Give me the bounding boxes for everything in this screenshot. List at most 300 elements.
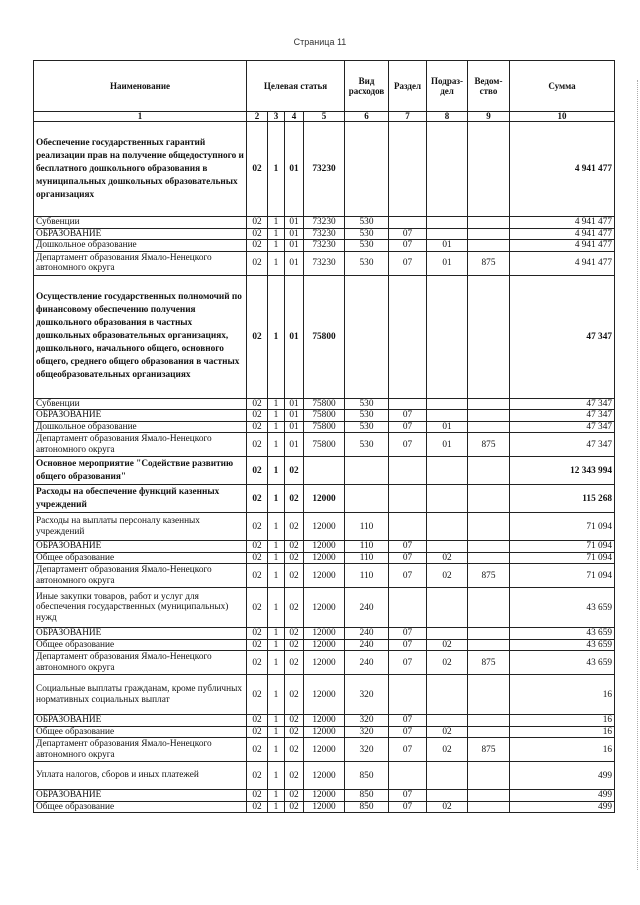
row-name: Иные закупки товаров, работ и услуг для обеспечения государственных (муниципальных) нужд — [34, 588, 247, 628]
table-row — [34, 513, 615, 541]
cell-subsection: 02 — [427, 726, 468, 738]
row-name: Дошкольное образование — [34, 240, 247, 252]
cell-section: 07 — [389, 228, 427, 240]
cell-target-direction: 12000 — [304, 513, 345, 541]
cell-expense-kind: 850 — [345, 801, 389, 813]
cell-target-event: 02 — [285, 801, 304, 813]
cell-department — [468, 552, 510, 564]
cell-target-direction — [304, 457, 345, 485]
cell-section: 07 — [389, 726, 427, 738]
cell-target-program: 02 — [247, 457, 268, 485]
cell-section — [389, 675, 427, 715]
header-kind: Вид расходов — [345, 61, 389, 112]
cell-subsection — [427, 122, 468, 217]
cell-target-program: 02 — [247, 485, 268, 513]
cell-target-subprogram: 1 — [268, 485, 285, 513]
cell-target-program: 02 — [247, 410, 268, 422]
cell-target-event: 01 — [285, 398, 304, 410]
table-row — [34, 410, 615, 422]
cell-target-event: 02 — [285, 588, 304, 628]
cell-target-subprogram: 1 — [268, 275, 285, 398]
cell-target-program: 02 — [247, 790, 268, 802]
cell-target-event: 01 — [285, 275, 304, 398]
table-row — [34, 715, 615, 727]
cell-department — [468, 801, 510, 813]
cell-sum: 4 941 477 — [510, 122, 615, 217]
cell-expense-kind: 110 — [345, 564, 389, 588]
cell-sum: 499 — [510, 790, 615, 802]
cell-subsection: 02 — [427, 639, 468, 651]
col-number: 7 — [389, 112, 427, 122]
row-name: ОБРАЗОВАНИЕ — [34, 541, 247, 553]
cell-sum: 4 941 477 — [510, 228, 615, 240]
cell-section: 07 — [389, 251, 427, 275]
cell-department — [468, 675, 510, 715]
col-number: 3 — [268, 112, 285, 122]
cell-department — [468, 410, 510, 422]
row-name: Общее образование — [34, 552, 247, 564]
column-number-row — [34, 112, 615, 122]
cell-sum: 16 — [510, 738, 615, 762]
cell-section: 07 — [389, 433, 427, 457]
cell-subsection: 02 — [427, 801, 468, 813]
cell-sum: 16 — [510, 715, 615, 727]
col-number: 1 — [34, 112, 247, 122]
cell-department — [468, 217, 510, 229]
cell-target-subprogram: 1 — [268, 801, 285, 813]
header-row — [34, 61, 615, 112]
cell-target-subprogram: 1 — [268, 726, 285, 738]
cell-target-program: 02 — [247, 228, 268, 240]
cell-target-program: 02 — [247, 513, 268, 541]
cell-sum: 43 659 — [510, 651, 615, 675]
col-number: 2 — [247, 112, 268, 122]
cell-sum: 47 347 — [510, 410, 615, 422]
table-row — [34, 801, 615, 813]
cell-subsection: 01 — [427, 251, 468, 275]
cell-section: 07 — [389, 552, 427, 564]
cell-expense-kind — [345, 122, 389, 217]
table-row — [34, 457, 615, 485]
cell-subsection — [427, 762, 468, 790]
table-row — [34, 651, 615, 675]
cell-department: 875 — [468, 738, 510, 762]
cell-section: 07 — [389, 410, 427, 422]
cell-target-direction: 73230 — [304, 240, 345, 252]
cell-target-event: 01 — [285, 122, 304, 217]
cell-sum: 16 — [510, 726, 615, 738]
cell-subsection — [427, 410, 468, 422]
cell-target-event: 01 — [285, 421, 304, 433]
cell-target-subprogram: 1 — [268, 552, 285, 564]
cell-department — [468, 762, 510, 790]
cell-target-program: 02 — [247, 433, 268, 457]
row-name: Осуществление государственных полномочий по финансовому обеспечению получения дошкольного образования в частных дошкольных образовательных организациях, дошкольного, начального общего, основного общего, среднего общего образования в частных общеобразовательных организациях — [34, 275, 247, 398]
row-name: ОБРАЗОВАНИЕ — [34, 228, 247, 240]
cell-target-event: 01 — [285, 217, 304, 229]
cell-target-event: 02 — [285, 564, 304, 588]
row-name: ОБРАЗОВАНИЕ — [34, 628, 247, 640]
cell-sum: 12 343 994 — [510, 457, 615, 485]
cell-target-program: 02 — [247, 398, 268, 410]
cell-section — [389, 485, 427, 513]
cell-expense-kind — [345, 457, 389, 485]
table-row — [34, 588, 615, 628]
cell-expense-kind: 850 — [345, 762, 389, 790]
cell-target-program: 02 — [247, 541, 268, 553]
cell-sum: 16 — [510, 675, 615, 715]
table-row — [34, 552, 615, 564]
cell-department — [468, 790, 510, 802]
cell-expense-kind: 320 — [345, 738, 389, 762]
table-row — [34, 639, 615, 651]
row-name: Расходы на обеспечение функций казенных учреждений — [34, 485, 247, 513]
cell-department — [468, 485, 510, 513]
cell-department — [468, 398, 510, 410]
cell-target-direction: 75800 — [304, 421, 345, 433]
cell-section: 07 — [389, 421, 427, 433]
cell-sum: 4 941 477 — [510, 251, 615, 275]
cell-sum: 71 094 — [510, 564, 615, 588]
cell-target-program: 02 — [247, 801, 268, 813]
cell-expense-kind: 240 — [345, 628, 389, 640]
cell-target-program: 02 — [247, 762, 268, 790]
cell-target-direction: 75800 — [304, 410, 345, 422]
cell-subsection: 02 — [427, 738, 468, 762]
cell-expense-kind: 850 — [345, 790, 389, 802]
row-name: Департамент образования Ямало-Ненецкого автономного округа — [34, 651, 247, 675]
cell-target-subprogram: 1 — [268, 433, 285, 457]
cell-department — [468, 228, 510, 240]
cell-department — [468, 726, 510, 738]
cell-target-direction: 73230 — [304, 122, 345, 217]
table-row — [34, 738, 615, 762]
row-name: Департамент образования Ямало-Ненецкого автономного округа — [34, 251, 247, 275]
row-name: Общее образование — [34, 726, 247, 738]
cell-target-event: 02 — [285, 513, 304, 541]
row-name: Департамент образования Ямало-Ненецкого автономного округа — [34, 564, 247, 588]
cell-target-subprogram: 1 — [268, 639, 285, 651]
cell-target-event: 01 — [285, 251, 304, 275]
cell-target-subprogram: 1 — [268, 675, 285, 715]
cell-section — [389, 217, 427, 229]
cell-expense-kind: 320 — [345, 726, 389, 738]
row-name: Общее образование — [34, 801, 247, 813]
cell-section: 07 — [389, 738, 427, 762]
cell-target-program: 02 — [247, 675, 268, 715]
cell-target-direction: 12000 — [304, 738, 345, 762]
cell-expense-kind: 530 — [345, 240, 389, 252]
cell-target-event: 01 — [285, 228, 304, 240]
row-name: Обеспечение государственных гарантий реализации прав на получение общедоступного и бесплатного дошкольного образования в муниципальных дошкольных образовательных организациях — [34, 122, 247, 217]
cell-section: 07 — [389, 651, 427, 675]
cell-target-program: 02 — [247, 651, 268, 675]
cell-target-subprogram: 1 — [268, 217, 285, 229]
cell-target-event: 02 — [285, 715, 304, 727]
cell-expense-kind: 530 — [345, 228, 389, 240]
row-name: Основное мероприятие "Содействие развитию общего образования" — [34, 457, 247, 485]
cell-sum: 71 094 — [510, 552, 615, 564]
cell-subsection — [427, 228, 468, 240]
cell-section — [389, 588, 427, 628]
cell-target-event: 02 — [285, 738, 304, 762]
cell-expense-kind: 110 — [345, 552, 389, 564]
cell-target-subprogram: 1 — [268, 228, 285, 240]
row-name: Уплата налогов, сборов и иных платежей — [34, 762, 247, 790]
cell-target-event: 02 — [285, 639, 304, 651]
header-target: Целевая статья — [247, 61, 345, 112]
cell-section: 07 — [389, 790, 427, 802]
cell-target-program: 02 — [247, 738, 268, 762]
header-name: Наименование — [34, 61, 247, 112]
cell-target-event: 01 — [285, 240, 304, 252]
cell-section: 07 — [389, 240, 427, 252]
cell-expense-kind: 240 — [345, 588, 389, 628]
col-number: 6 — [345, 112, 389, 122]
table-row — [34, 217, 615, 229]
cell-target-event: 02 — [285, 651, 304, 675]
col-number: 4 — [285, 112, 304, 122]
cell-sum: 43 659 — [510, 639, 615, 651]
row-name: Департамент образования Ямало-Ненецкого автономного округа — [34, 738, 247, 762]
cell-target-subprogram: 1 — [268, 410, 285, 422]
cell-department — [468, 541, 510, 553]
cell-expense-kind: 530 — [345, 421, 389, 433]
cell-target-subprogram: 1 — [268, 251, 285, 275]
cell-target-direction: 12000 — [304, 762, 345, 790]
cell-target-program: 02 — [247, 251, 268, 275]
cell-target-direction: 12000 — [304, 628, 345, 640]
cell-target-subprogram: 1 — [268, 421, 285, 433]
cell-target-direction: 12000 — [304, 726, 345, 738]
cell-target-direction: 73230 — [304, 217, 345, 229]
cell-target-subprogram: 1 — [268, 628, 285, 640]
cell-department — [468, 421, 510, 433]
row-name: Субвенции — [34, 398, 247, 410]
table-row — [34, 762, 615, 790]
cell-target-subprogram: 1 — [268, 398, 285, 410]
cell-target-program: 02 — [247, 564, 268, 588]
cell-expense-kind: 240 — [345, 639, 389, 651]
cell-department — [468, 275, 510, 398]
cell-expense-kind: 240 — [345, 651, 389, 675]
cell-target-program: 02 — [247, 726, 268, 738]
table-row — [34, 675, 615, 715]
cell-department — [468, 639, 510, 651]
cell-department: 875 — [468, 564, 510, 588]
cell-sum: 47 347 — [510, 275, 615, 398]
cell-subsection — [427, 217, 468, 229]
row-name: Социальные выплаты гражданам, кроме публичных нормативных социальных выплат — [34, 675, 247, 715]
cell-sum: 43 659 — [510, 628, 615, 640]
cell-department: 875 — [468, 651, 510, 675]
cell-section — [389, 762, 427, 790]
page-label: Страница 11 — [293, 37, 347, 47]
cell-target-direction: 73230 — [304, 251, 345, 275]
cell-subsection: 02 — [427, 564, 468, 588]
header-sum: Сумма — [510, 61, 615, 112]
cell-subsection — [427, 675, 468, 715]
cell-sum: 47 347 — [510, 421, 615, 433]
scan-edge — [631, 80, 638, 870]
cell-section — [389, 122, 427, 217]
cell-sum: 47 347 — [510, 398, 615, 410]
cell-target-event: 02 — [285, 628, 304, 640]
cell-section — [389, 398, 427, 410]
cell-target-program: 02 — [247, 217, 268, 229]
cell-target-direction: 12000 — [304, 715, 345, 727]
cell-target-direction: 12000 — [304, 564, 345, 588]
table-row — [34, 421, 615, 433]
cell-department — [468, 715, 510, 727]
cell-expense-kind: 320 — [345, 715, 389, 727]
table-row — [34, 541, 615, 553]
cell-expense-kind: 530 — [345, 398, 389, 410]
cell-expense-kind: 530 — [345, 433, 389, 457]
cell-target-direction: 75800 — [304, 433, 345, 457]
cell-section: 07 — [389, 639, 427, 651]
cell-subsection — [427, 715, 468, 727]
cell-sum: 115 268 — [510, 485, 615, 513]
row-name: ОБРАЗОВАНИЕ — [34, 790, 247, 802]
cell-sum: 4 941 477 — [510, 217, 615, 229]
cell-expense-kind — [345, 485, 389, 513]
cell-target-program: 02 — [247, 628, 268, 640]
table-row — [34, 726, 615, 738]
cell-department — [468, 513, 510, 541]
table-row — [34, 485, 615, 513]
cell-target-event: 01 — [285, 433, 304, 457]
table-row — [34, 564, 615, 588]
cell-target-direction: 12000 — [304, 675, 345, 715]
cell-target-direction: 12000 — [304, 790, 345, 802]
cell-section — [389, 513, 427, 541]
cell-sum: 499 — [510, 762, 615, 790]
col-number: 5 — [304, 112, 345, 122]
cell-sum: 47 347 — [510, 433, 615, 457]
cell-target-subprogram: 1 — [268, 790, 285, 802]
cell-department — [468, 628, 510, 640]
row-name: Общее образование — [34, 639, 247, 651]
cell-expense-kind: 320 — [345, 675, 389, 715]
cell-subsection — [427, 275, 468, 398]
cell-target-event: 02 — [285, 790, 304, 802]
cell-target-subprogram: 1 — [268, 738, 285, 762]
cell-target-program: 02 — [247, 588, 268, 628]
cell-target-event: 02 — [285, 552, 304, 564]
cell-sum: 71 094 — [510, 513, 615, 541]
cell-subsection — [427, 628, 468, 640]
cell-department — [468, 240, 510, 252]
header-section: Раздел — [389, 61, 427, 112]
cell-department: 875 — [468, 433, 510, 457]
cell-subsection — [427, 790, 468, 802]
row-name: Департамент образования Ямало-Ненецкого автономного округа — [34, 433, 247, 457]
cell-subsection — [427, 398, 468, 410]
cell-target-program: 02 — [247, 275, 268, 398]
cell-sum: 43 659 — [510, 588, 615, 628]
cell-target-program: 02 — [247, 552, 268, 564]
table-row — [34, 433, 615, 457]
cell-section: 07 — [389, 715, 427, 727]
cell-target-direction: 12000 — [304, 651, 345, 675]
cell-target-direction: 75800 — [304, 398, 345, 410]
cell-target-subprogram: 1 — [268, 541, 285, 553]
cell-target-subprogram: 1 — [268, 240, 285, 252]
cell-expense-kind: 530 — [345, 217, 389, 229]
cell-target-program: 02 — [247, 122, 268, 217]
cell-department — [468, 122, 510, 217]
cell-target-subprogram: 1 — [268, 715, 285, 727]
cell-expense-kind: 110 — [345, 513, 389, 541]
cell-target-direction: 75800 — [304, 275, 345, 398]
col-number: 8 — [427, 112, 468, 122]
cell-sum: 499 — [510, 801, 615, 813]
table-row — [34, 122, 615, 217]
table-row — [34, 398, 615, 410]
cell-target-direction: 12000 — [304, 485, 345, 513]
row-name: Расходы на выплаты персоналу казенных учреждений — [34, 513, 247, 541]
cell-subsection: 01 — [427, 240, 468, 252]
cell-target-subprogram: 1 — [268, 122, 285, 217]
header-subsection: Подраз-дел — [427, 61, 468, 112]
header-dept: Ведом-ство — [468, 61, 510, 112]
cell-target-subprogram: 1 — [268, 762, 285, 790]
cell-target-event: 02 — [285, 541, 304, 553]
cell-subsection — [427, 457, 468, 485]
cell-target-direction: 73230 — [304, 228, 345, 240]
cell-expense-kind: 530 — [345, 410, 389, 422]
cell-target-program: 02 — [247, 715, 268, 727]
cell-subsection — [427, 485, 468, 513]
cell-subsection: 02 — [427, 651, 468, 675]
table-row — [34, 240, 615, 252]
cell-target-event: 02 — [285, 762, 304, 790]
cell-section: 07 — [389, 628, 427, 640]
cell-target-subprogram: 1 — [268, 564, 285, 588]
cell-target-subprogram: 1 — [268, 513, 285, 541]
cell-section: 07 — [389, 801, 427, 813]
cell-subsection: 01 — [427, 421, 468, 433]
cell-subsection: 01 — [427, 433, 468, 457]
table-row — [34, 790, 615, 802]
cell-target-event: 02 — [285, 726, 304, 738]
cell-target-subprogram: 1 — [268, 588, 285, 628]
cell-subsection — [427, 513, 468, 541]
cell-target-event: 01 — [285, 410, 304, 422]
budget-table — [33, 60, 615, 813]
col-number: 9 — [468, 112, 510, 122]
cell-subsection: 02 — [427, 552, 468, 564]
cell-section — [389, 275, 427, 398]
cell-target-program: 02 — [247, 421, 268, 433]
cell-sum: 4 941 477 — [510, 240, 615, 252]
cell-section: 07 — [389, 541, 427, 553]
cell-sum: 71 094 — [510, 541, 615, 553]
cell-expense-kind: 530 — [345, 251, 389, 275]
table-row — [34, 275, 615, 398]
cell-target-direction: 12000 — [304, 552, 345, 564]
cell-target-subprogram: 1 — [268, 457, 285, 485]
row-name: Субвенции — [34, 217, 247, 229]
cell-expense-kind — [345, 275, 389, 398]
cell-target-program: 02 — [247, 639, 268, 651]
cell-subsection — [427, 541, 468, 553]
cell-department — [468, 588, 510, 628]
cell-department: 875 — [468, 251, 510, 275]
cell-target-subprogram: 1 — [268, 651, 285, 675]
cell-target-event: 02 — [285, 675, 304, 715]
